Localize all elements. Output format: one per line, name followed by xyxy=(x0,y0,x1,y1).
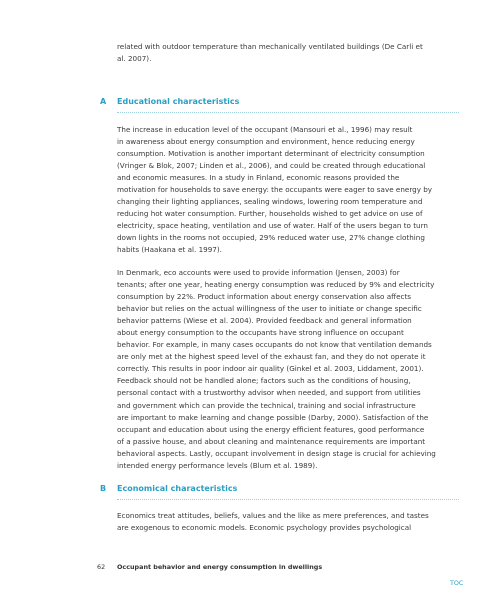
page-number: 62 xyxy=(97,563,106,571)
section-b-divider xyxy=(117,499,459,500)
running-footer-title: Occupant behavior and energy consumption in dwellings xyxy=(117,563,323,571)
section-b-title: Economical characteristics xyxy=(117,484,238,493)
intro-paragraph: related with outdoor temperature than mechanically ventilated buildings (De Carli et al. 2007). xyxy=(117,42,423,64)
section-a-paragraph-1: The increase in education level of the occupant (Mansouri et al., 1996) may result in awareness about energy consumption and environment, hence reducing energy consumption. Motivation is another important determinant of electricity consumption (Vringer & Blok, 2007; Linden et al., 2006), and could be created through educational and economic measures. In a study in Finland, economic reasons provided the motivation for households to save energy: the occupants were eager to save energy by changing their lighting appliances, sealing windows, lowering room temperature and reducing hot water consumption. Further, households wished to get advice on use of electricity, space heating, ventilation and use of water. Half of the users began to turn down lights in the rooms not occupied, 29% reduced water use, 27% change clothing habits (Haakana et al. 1997). xyxy=(117,125,433,255)
section-a-title: Educational characteristics xyxy=(117,97,240,106)
section-b-letter: B xyxy=(100,484,107,493)
section-a-paragraph-2: In Denmark, eco accounts were used to provide information (Jensen, 2003) for tenants; after one year, heating energy consumption was reduced by 9% and electricity consumption by 22%. Product information about energy conservation also affects behavior but relies on the actual willingness of the user to initiate or change specific behavior patterns (Wiese et al. 2004). Provided feedback and general information about energy consumption to the occupants have strong influence on occupant behavior. For example, in many cases occupants do not know that ventilation demands are only met at the highest speed level of the exhaust fan, and they do not operate it correctly. This results in poor indoor air quality (Ginkel et al. 2003, Liddament, 2001). Feedback should not be handled alone; factors such as the conditions of housing, personal contact with a trustworthy advisor when needed, and support from utilities and government which can provide the technical, training and social infrastructure are important to make learning and change possible (Darby, 2000). Satisfaction of the occupant and education about using the energy efficient features, good performance of a passive house, and about cleaning and maintenance requirements are important behavioral aspects. Lastly, occupant involvement in design stage is crucial for achieving intended energy performance levels (Blum et al. 1989). xyxy=(117,268,436,470)
toc-link[interactable]: TOC xyxy=(450,579,464,587)
section-b-paragraph-1: Economics treat attitudes, beliefs, values and the like as mere preferences, and tastes are exogenous to economic models. Economic psychology provides psychological xyxy=(117,511,429,533)
section-a-letter: A xyxy=(100,97,107,106)
section-a-divider xyxy=(117,112,459,113)
